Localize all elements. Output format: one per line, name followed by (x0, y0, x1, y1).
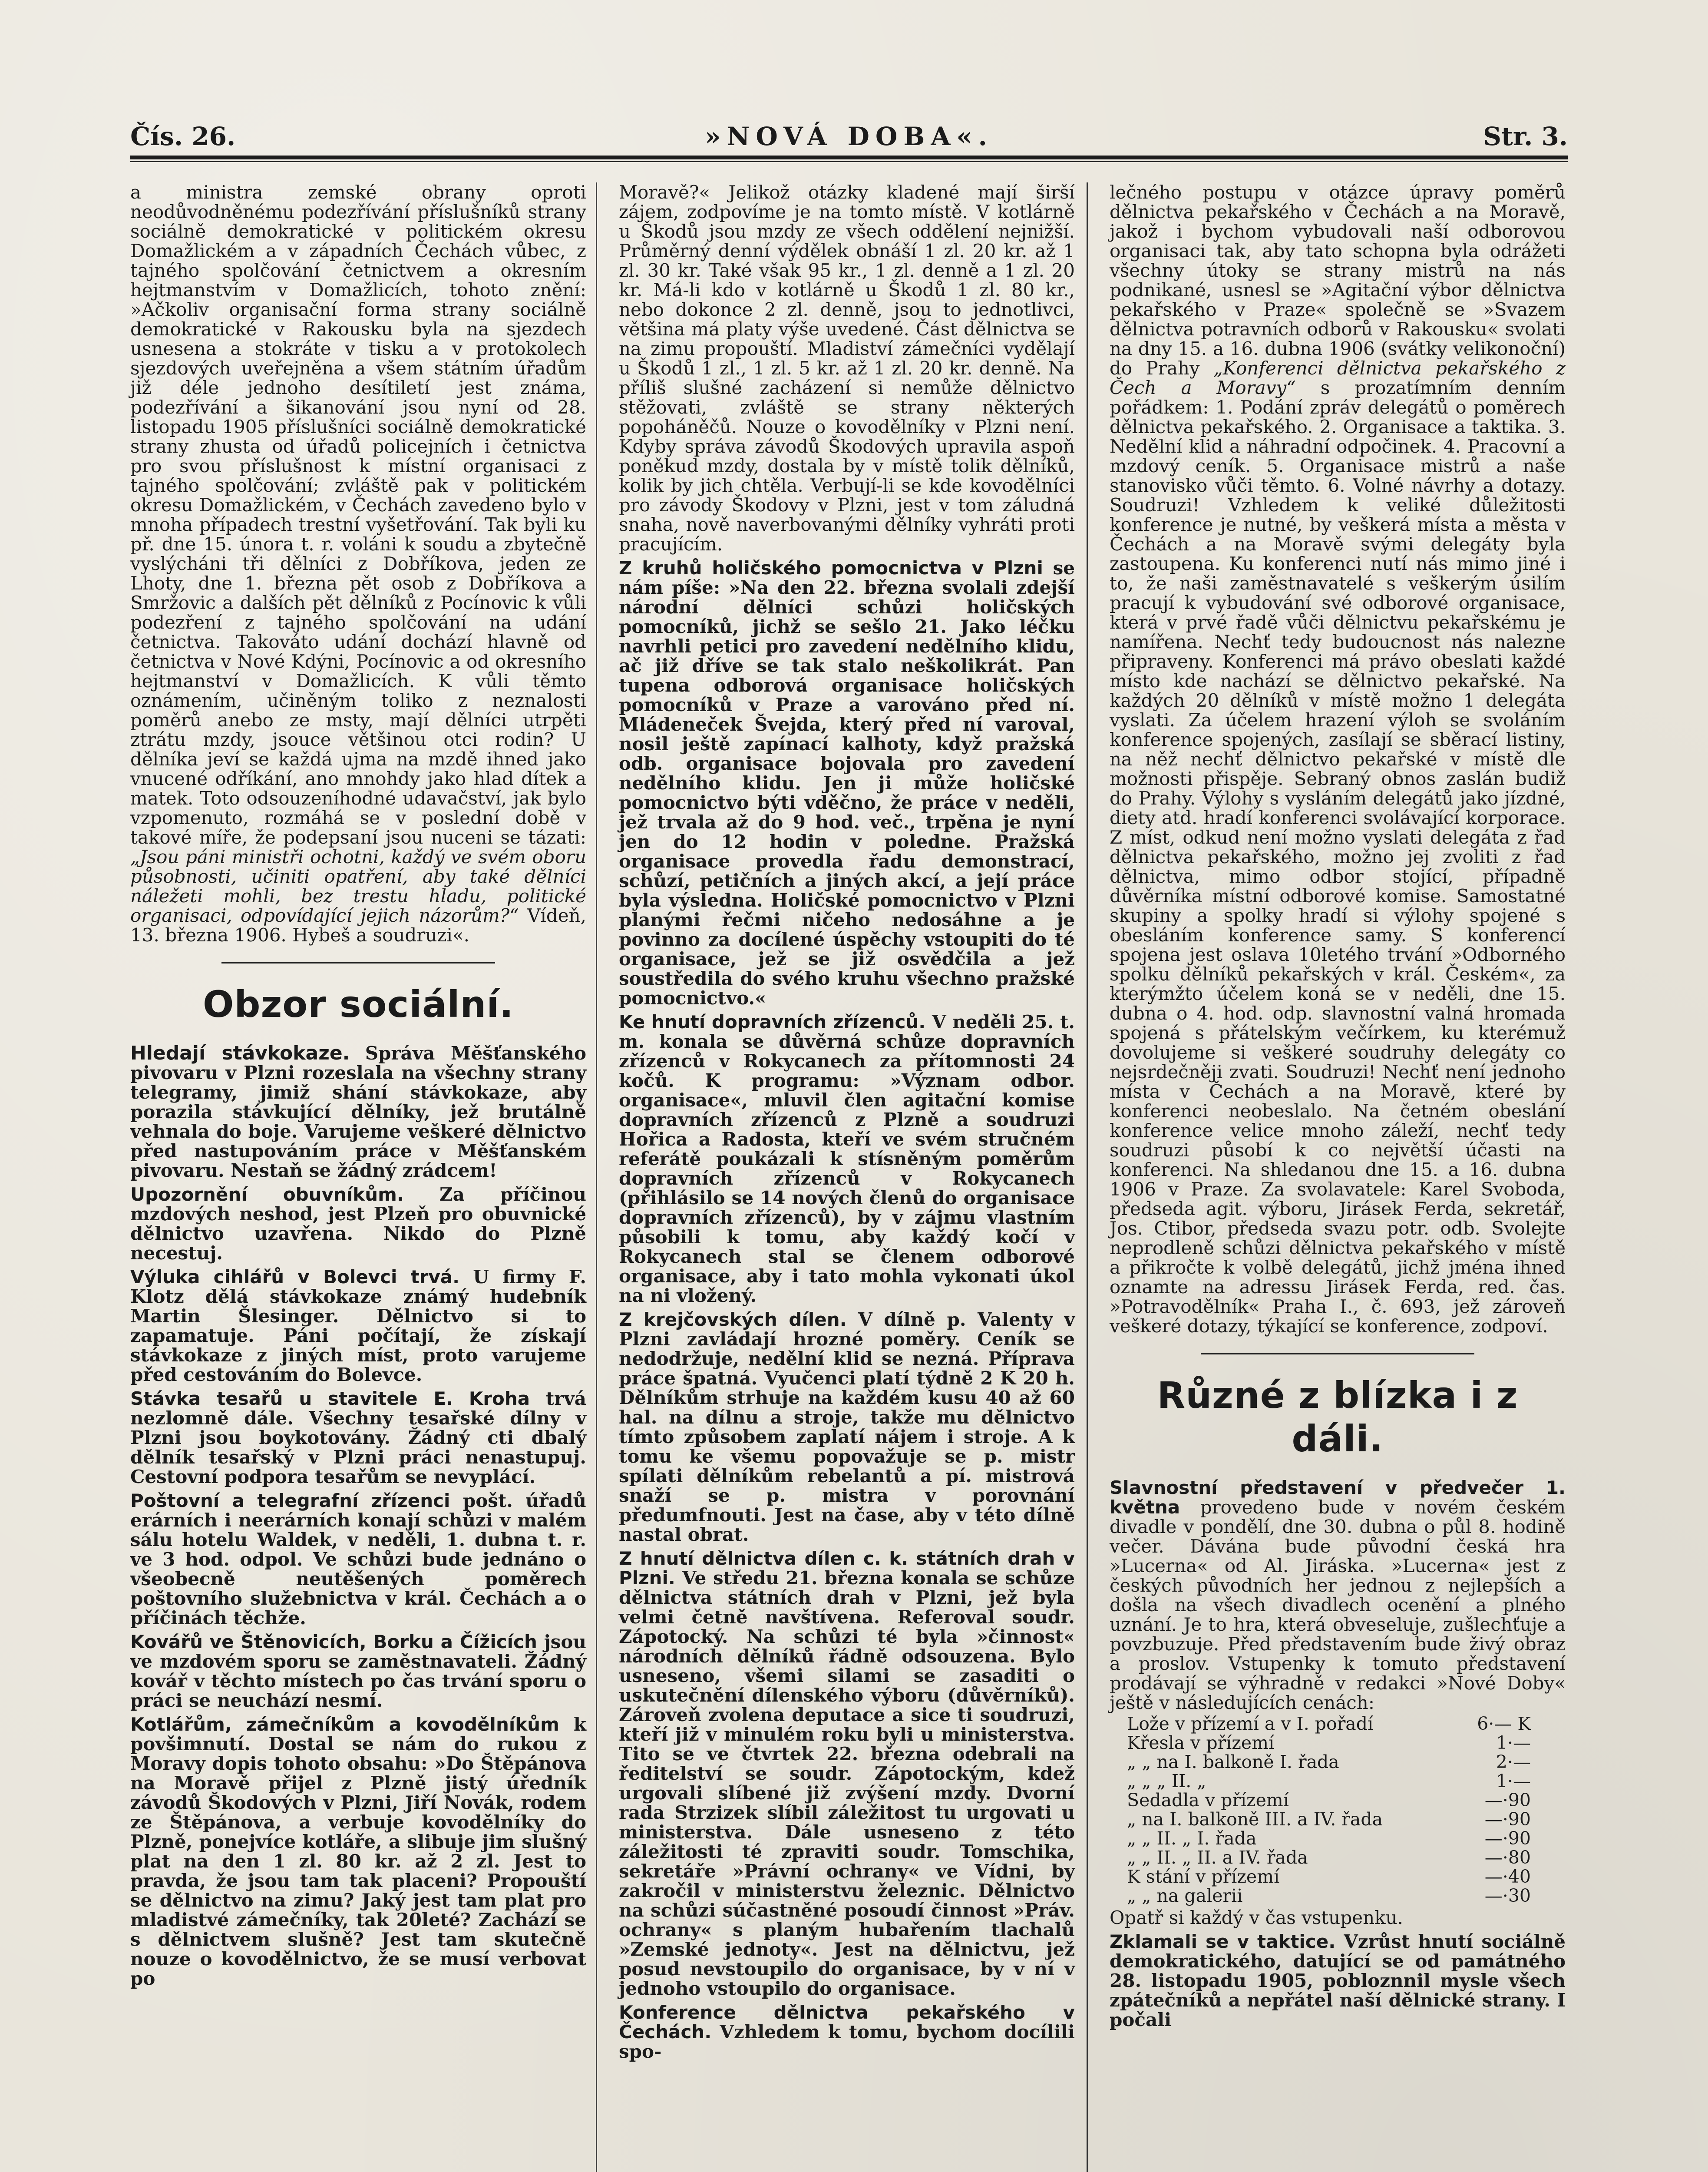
page-header (130, 122, 1568, 152)
news-item (619, 1310, 1075, 1544)
price-label: Lože v přízemí a v I. pořadí (1127, 1713, 1374, 1734)
separator-rule (221, 962, 495, 963)
news-headline: Zklamali se v taktice. (1110, 1931, 1336, 1952)
price-value: 2·— (1496, 1752, 1531, 1772)
price-label: „ „ „ II. „ (1127, 1771, 1206, 1791)
newspaper-title: »NOVÁ DOBA«. (705, 122, 993, 151)
news-item (130, 1185, 586, 1263)
news-headline: Slavnostní představení v předvečer 1. května (1110, 1477, 1566, 1518)
news-item (619, 558, 1075, 1008)
price-label: „ „ II. „ II. a IV. řada (1127, 1847, 1308, 1868)
price-row (1110, 1771, 1566, 1791)
price-value: —·80 (1484, 1847, 1531, 1868)
news-headline: Konference dělnictva pekařského v Čechách. (619, 2002, 1075, 2043)
news-headline: Kovářů ve Štěnovicích, Borku a Čížicích (130, 1631, 537, 1652)
price-row (1110, 1829, 1566, 1848)
price-label: „ na I. balkoně III. a IV. řada (1127, 1809, 1383, 1830)
price-value: 1·— (1496, 1771, 1531, 1791)
separator-rule (1201, 1353, 1474, 1354)
price-row (1110, 1752, 1566, 1771)
conference-name: „Konferenci dělnictva pekařského z Čech a Moravy“ (1110, 358, 1566, 398)
price-label: Sedadla v přízemí (1127, 1790, 1289, 1811)
price-value: —·40 (1484, 1866, 1531, 1887)
article-paragraph (1110, 182, 1566, 1336)
news-headline: Ke hnutí dopravních zřízenců. (619, 1011, 926, 1033)
article-text: lečného postupu v otázce úpravy poměrů dělnictva pekařského v Čechách a na Moravě, jakož i bychom vybudovali naší odborovou organisaci tak, aby tato schopna byla odrážeti všechny útoky se strany mistrů na nás podnikané, usnesl se »Agitační výbor dělnictva pekařského v Praze« společně se »Svazem dělnictva potravních odborů v Rakousku« svolati na dny 15. a 16. dubna 1906 (svátky velikonoční) do Prahy (1110, 182, 1566, 379)
price-row (1110, 1733, 1566, 1752)
news-headline: Kotlářům, zámečníkům a kovodělníkům (130, 1714, 559, 1735)
price-value: —·90 (1484, 1790, 1531, 1811)
article-text: a ministra zemské obrany oproti neodůvodněnému podezřívání příslušníků strany sociálně demokratické v politickém okresu Domažlickém a v západních Čechách vůbec, z tajného spolčování četnictvem a okresním hejtmanstvím v Domažlicích, tohoto znění: »Ačkoliv organisační forma strany sociálně demokratické v Rakousku byla na sjezdech usnesena a stokráte v tisku a v protokolech sjezdových uveřejněna a všem státním úřadům již déle jednoho desítiletí jest známa, podezřívání a šikanování jsou nyní od 28. listopadu 1905 příslušníci sociálně demokratické strany zhusta od úřadů policejních i četnictva pro svou příslušnost k místní organisaci z tajného spolčování; zvláště pak v politickém okresu Domažlickém, v Čechách zavedeno bylo v mnoha případech trestní vyšetřování. Tak byli ku př. dne 15. února t. r. voláni k soudu a zbytečně vyslýcháni tři dělníci z Dobříkova, jeden ze Lhoty, dne 1. března pět osob z Dobříkova a Smržovic a dalších pět dělníků z Pocínovic k vůli podezření z tajného spolčování na udání četnictva. Takováto udání dochází hlavně od četnictva v Nové Kdýni, Pocínovic a od okresního hejtmanství v Domažlicích. K vůli těmto oznámením, učiněným toliko z neznalosti poměrů anebo ze msty, mají dělníci utrpěti ztrátu mzdy, jsouce většinou otci rodin? U dělníka jeví se každá ujma na mzdě ihned jako vnucené odříkání, ano mnohdy jako hlad dítek a matek. Toto odsouzeníhodné udavačství, jak bylo vzpomenuto, rozmáhá se v poslední době v takové míře, že podepsaní jsou nuceni se tázati: (130, 182, 586, 848)
price-note: Opatř si každý v čas vstupenku. (1110, 1907, 1403, 1928)
news-item (130, 1715, 586, 1988)
price-row (1110, 1867, 1566, 1886)
news-text: provedeno bude v novém českém divadle v pondělí, dne 30. dubna o půl 8. hodině večer. Dávána bude původní česká hra »Lucerna« od Al. Jiráska. »Lucerna« jest z českých původních her jednou z nejlepších a došla na všech divadlech ocenění a plného uznání. Je to hra, která obveseluje, zušlechťuje a povzbuzuje. Před představením bude živý obraz a proslov. Vstupenky k tomuto představení prodávají se výhradně v redakci »Nové Doby« ještě v následujících cenách: (1110, 1497, 1566, 1713)
price-label: Křesla v přízemí (1127, 1732, 1275, 1753)
news-item (130, 1632, 586, 1710)
news-item (130, 1491, 586, 1628)
price-label: „ „ na I. balkoně I. řada (1127, 1752, 1339, 1772)
price-value: —·90 (1484, 1809, 1531, 1830)
news-item (1110, 1932, 1566, 2030)
news-headline: Upozornění obuvníkům. (130, 1184, 404, 1205)
price-value: —·90 (1484, 1828, 1531, 1849)
news-headline: Z kruhů holičského pomocnictva v Plzni (619, 557, 1043, 579)
news-item (1110, 1478, 1566, 1712)
price-row (1110, 1714, 1566, 1733)
news-text: V neděli 25. t. m. konala se důvěrná schůze dopravních zřízenců v Rokycanech za přítomnosti 24 kočů. K programu: »Význam odbor. organisace«, mluvil člen agitační komise dopravních zřízenců z Plzně a soudruzi Hořica a Radosta, kteří ve svém stručném referátě poukázali k stísněným poměrům dopravních zřízenců v Rokycanech (přihlásilo se 14 nových členů do organisace dopravních zřízenců), by v zájmu vlastním působili k tomu, aby každý kočí v Rokycanech stal se členem odborové organisace, aby i tato mohla vykonati úkol na ni vložený. (619, 1011, 1075, 1306)
news-text: Vzrůst hnutí sociálně demokratického, datující se od památného 28. listopadu 1905, pobloznnil mysle všech zpátečníků a nepřátel naší dělnické strany. I počali (1110, 1931, 1566, 2030)
price-label: K stání v přízemí (1127, 1866, 1280, 1887)
news-text: pošt. úřadů erárních i neerárních konají schůzi v malém sálu hotelu Waldek, v neděli, 1. dubna t. r. ve 3 hod. odpol. Ve schůzi bude jednáno o všeobecně neutěšených poměrech poštovního služebnictva v král. Čechách a o příčinách těchže. (130, 1490, 587, 1629)
price-row (1110, 1791, 1566, 1810)
issue-number: Čís. 26. (130, 122, 236, 151)
news-text: Vzhledem k tomu, bychom docílili spo- (619, 2021, 1075, 2062)
news-item (130, 1389, 586, 1487)
news-text: Za příčinou mzdových neshod, jest Plzeň pro obuvnické dělnictvo uzavřena. Nikdo do Plzně necestuj. (130, 1184, 587, 1264)
column-divider (1087, 182, 1088, 2172)
news-text: U firmy F. Klotz dělá stávkokaze známý hudebník Martin Šlesinger. Dělnictvo si to zapamatuje. Páni počítají, že získají stávkokaze z jiných míst, proto varujeme před cestováním do Bolevce. (130, 1266, 586, 1385)
section-heading: Obzor sociální. (202, 983, 514, 1026)
article-paragraph (130, 182, 586, 945)
article-signature: Vídeň, 13. března 1906. Hybeš a soudruzi«. (130, 905, 586, 946)
article-paragraph: Moravě?« Jelikož otázky kladené mají širší zájem, zodpovíme je na tomto místě. V kotlárně u Škodů jsou mzdy ze všech oddělení nejnižší. Průměrný denní výdělek obnáší 1 zl. 20 kr. až 1 zl. 30 kr. Také však 95 kr., 1 zl. denně a 1 zl. 20 kr. Má-li kdo v kotlárně u Škodů 1 zl. 80 kr., nebo dokonce 2 zl. denně, jsou to jednotlivci, většina má platy výše uvedené. Část dělnictva se na zimu propouští. Mladiství zámečníci vydělají u Škodů 1 zl., 1 zl. 5 kr. až 1 zl. 20 kr. denně. Na příliš slušné zacházení si nemůže dělnictvo stěžovati, zvláště se strany některých popoháněčů. Nouze o kovodělníky v Plzni není. Kdyby správa závodů Škodových upravila aspoň poněkud mzdy, dostala by v místě tolik dělníků, kolik by jich chtěla. Verbují-li se kde kovodělníci pro závody Škodovy v Plzni, jest v tom záludná snaha, nově naverbovanými dělníky vyhráti proti pracujícím. (619, 182, 1075, 555)
price-value: 6·— K (1477, 1713, 1531, 1734)
price-row (1110, 1848, 1566, 1867)
column-3 (1110, 182, 1566, 2031)
news-text: se nám píše: »Na den 22. března svolali zdejší národní dělníci schůzi holičských pomocníků, jichž se sešlo 21. Jako léčku navrhli petici pro zavedení nedělního klidu, ač již dříve se tak stalo neškolikrát. Pan tupena odborová organisace holičských pomocníků v Praze a varováno před ní. Mládeneček Švejda, který před ní varoval, nosil ještě zapínací kalhoty, když pražská odb. organisace bojovala pro zavedení nedělního klidu. Jen ji může holičské pomocnictvo býti vděčno, že práce v neděli, jež trvala až do 9 hod. več., trpěna je nyní jen do 12 hodin v poledne. Pražská organisace provedla řadu demonstrací, schůzí, petičních a jiných akcí, a její práce byla výsledna. Holičské pomocnictvo v Plzni planými řečmi ničeho nedosáhne a je povinno za docílené úspěchy vstoupiti do té organisace, jež se již osvědčila a jež soustředila do svého kruhu všechno pražské pomocnictvo.« (619, 557, 1075, 1009)
column-divider (596, 182, 597, 2172)
news-text: V dílně p. Valenty v Plzni zavládají hrozné poměry. Ceník se nedodržuje, nedělní klid se nezná. Příprava práce špatná. Vyučenci platí týdně 2 K 20 h. Dělníkům strhuje na každém kusu 40 až 60 hal. na dílnu a stroje, takže mu dělnictvo tímto způsobem zaplatí nájem i stroje. A k tomu ke všemu popovažuje se p. mistr spílati dělníkům rebelantů a pí. mistrová snaží se p. mistra v porovnání předumfnouti. Jest na čase, aby v této dílně nastal obrat. (619, 1309, 1075, 1545)
news-text: jsou ve mzdovém sporu se zaměstnavateli. Žádný kovář v těchto místech po čas trvání sporu o práci se neuchází nesmí. (130, 1631, 587, 1711)
header-rule (130, 156, 1568, 162)
news-item (130, 1043, 586, 1180)
news-headline: Stávka tesařů u stavitele E. Kroha (130, 1388, 530, 1409)
news-headline: Výluka cihlářů v Bolevci trvá. (130, 1266, 460, 1288)
article-text: s prozatímním denním pořádkem: 1. Podání zpráv delegátů o poměrech dělnictva pekařského. 2. Organisace a taktika. 3. Nedělní klid a náhradní odpočinek. 4. Pracovní a mzdový ceník. 5. Organisace mistrů a naše stanovisko vůči těmto. 6. Volné návrhy a dotazy. Soudruzi! Vzhledem k veliké důležitosti konference je nutné, by veškerá místa a města v Čechách a na Moravě svými delegáty byla zastoupena. Ku konferenci nutí nás mimo jiné i to, že naši zaměstnavatelé s veškerým úsilím pracují k vybudování své odborové organisace, která v prvé řadě vůči dělnictvu pekařskému je namířena. Nechť tedy budoucnost nás nalezne připraveny. Konferenci má právo obeslati každé místo kde nachází se dělnictvo pekařské. Na každých 20 dělníků v místě možno 1 delegáta vyslati. Za účelem hrazení výloh se svoláním konference spojených, zasílají se sběrací listiny, na něž nechť dělnictvo pekařské v místě dle možnosti přispěje. Sebraný obnos zaslán budiž do Prahy. Výlohy s vysláním delegátů jako jízdné, diety atd. hradí konferenci svolávající korporace. Z míst, odkud není možno vyslati delegáta z řad dělnictva pekařského, možno jej zvoliti z řad dělnictva, mimo odbor stojící, případně důvěrníka místní odborové komise. Samostatné skupiny a spolky hradí si výlohy spojené s obesláním konference samy. S konferencí spojena jest oslava 10letého trvání »Odborného spolku dělníků pekařských v král. Českém«, za kterýmžto účelem koná se v neděli, dne 15. dubna o 4. hod. odp. slavnostní valná hromada spojená s přátelským večírkem, ku kterémuž dovolujeme si veškeré soudruhy delegáty co nejsrdečněji zvati. Soudruzi! Nechť není jednoho místa v Čechách a na Moravě, které by konferenci neobeslalo. Na četném obeslání konference velice mnoho záleží, nechť tedy soudruzi působí k co největší účasti na konferenci. Na shledanou dne 15. a 16. dubna 1906 v Praze. Za svolavatele: Karel Svoboda, předseda agit. výboru, Jirásek Ferda, sekretář, Jos. Ctibor, předseda svazu potr. odb. Svolejte neprodleně schůzi dělnictva pekařského v místě a přikročte k volbě delegátů, jichž jména ihned oznamte na adressu Jirásek Ferda, red. čas. »Potravodělník« Praha I., č. 693, jež zároveň veškeré dotazy, týkající se konference, zodpoví. (1110, 377, 1566, 1337)
news-item (619, 1549, 1075, 1998)
price-label: „ „ II. „ I. řada (1127, 1828, 1257, 1849)
news-headline: Z hnutí dělnictva dílen c. k. státních drah v Plzni. (619, 1548, 1075, 1589)
news-text: Ve středu 21. března konala se schůze dělnictva státních drah v Plzni, jež byla velmi četně navštívena. Referoval soudr. Zápotocký. Na schůzi té byla »činnost« národních dělníků řádně odsouzena. Bylo usneseno, všemi silami se zasaditi o uskutečnění dílenského výboru (důvěrníků). Zároveň zvolena deputace a sice ti soudruzi, kteří již v minulém roku byli u ministerstva. Tito se ve čtvrtek 22. března odebrali na ředitelství se soudr. Zápotockým, kdež urgovali slíbené již zvýšení mzdy. Dvorní rada Strzizek slíbil záležitost tu urgovati u ministerstva. Dále usneseno z této záležitosti té zpraviti soudr. Tomschika, sekretáře »Právní ochrany« ve Vídni, by zakročil v ministerstvu železnic. Dělnictvo na schůzi súčastněné posoudí činnost »Práv. ochrany« s planým hubařením tlachalů »Zemské jednoty«. Jest na dělnictvu, jež posud nevstoupilo do organisace, by v ní v jednoho vstoupilo do organisace. (619, 1567, 1075, 1999)
column-2 (619, 182, 1075, 2063)
news-text: trvá nezlomně dále. Všechny tesařské dílny v Plzni jsou boykotovány. Žádný cti dbalý dělník tesařský v Plzni práci nenastupuj. Cestovní podpora tesařům se nevyplácí. (130, 1388, 587, 1487)
price-list (1110, 1714, 1566, 1905)
news-item (130, 1267, 586, 1384)
page-number: Str. 3. (1483, 122, 1568, 151)
news-headline: Z krejčovských dílen. (619, 1309, 847, 1330)
news-item (619, 1012, 1075, 1305)
column-1 (130, 182, 586, 1990)
price-row (1110, 1810, 1566, 1829)
price-label: „ „ na galerii (1127, 1885, 1243, 1906)
news-item (619, 2003, 1075, 2061)
news-text: k povšimnutí. Dostal se nám do rukou z Moravy dopis tohoto obsahu: »Do Štěpánova na Moravě přijel z Plzně jistý úředník závodů Škodových v Plzni, Jiří Novák, rodem ze Štěpánova, a verbuje kovodělníky do Plzně, ponejvíce kotláře, a slibuje jim slušný plat na den 1 zl. 80 kr. až 2 zl. Jest to pravda, že jsou tam tak placeni? Propouští se dělnictvo na zimu? Jaký jest tam plat pro mladistvé zámečníky, tak 20leté? Zachází se s dělnictvem slušně? Jest tam skutečně nouze o kovodělnictvo, že se musí verbovat po (130, 1714, 586, 1989)
news-headline: Hledají stávkokaze. (130, 1042, 350, 1064)
price-value: 1·— (1496, 1732, 1531, 1753)
price-value: —·30 (1484, 1885, 1531, 1906)
news-headline: Poštovní a telegrafní zřízenci (130, 1490, 450, 1511)
news-text: Správa Měšťanského pivovaru v Plzni rozeslala na všechny strany telegramy, jimiž shání stávkokaze, aby porazila stávkující dělníky, jež brutálně vehnala do boje. Varujeme veškeré dělnictvo před nastupováním práce v Měšťanském pivovaru. Nestaň se žádný zrádcem! (130, 1043, 586, 1181)
price-row (1110, 1886, 1566, 1905)
section-heading: Různé z blízka i z dáli. (1157, 1374, 1518, 1460)
article-quote: „Jsou páni ministři ochotni, každý ve svém oboru působnosti, učiniti opatření, aby také dělníci náležeti mohli, bez trestu hladu, politické organisaci, odpovídající jejich názorům?“ (130, 846, 586, 926)
